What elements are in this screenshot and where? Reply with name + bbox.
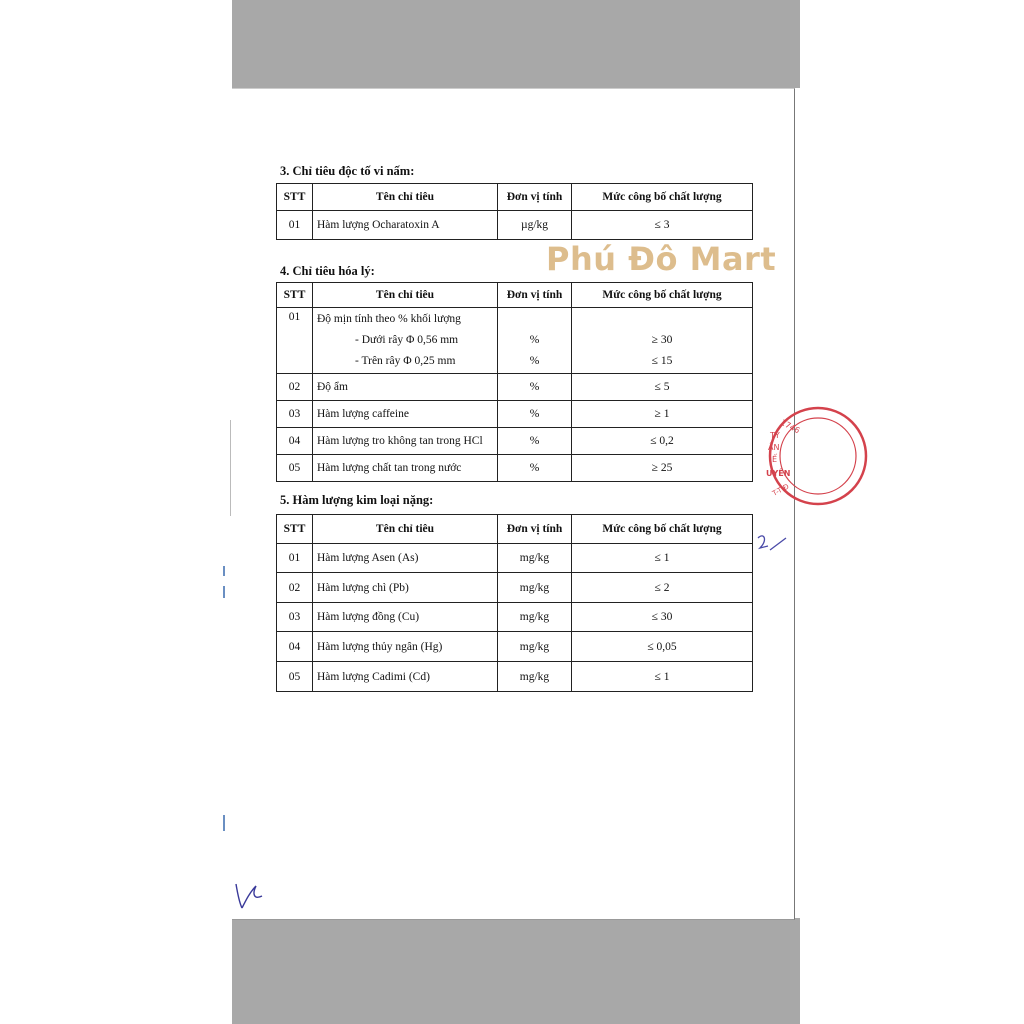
left-edge-mark [223,815,225,831]
row-unit: % [498,374,572,401]
col-header-stt: STT [277,283,313,308]
sub-row-name: - Trên rây Φ 0,25 mm [355,355,456,367]
col-header-unit: Đơn vị tính [498,184,572,211]
handwritten-signature-mark [232,878,272,912]
top-grey-margin [232,0,800,88]
row-unit: mg/kg [498,632,572,662]
row-stt: 05 [277,662,313,692]
row-name: Hàm lượng đồng (Cu) [313,603,498,632]
row-stt: 01 [277,308,313,374]
mycotoxin-table [276,183,753,240]
col-header-unit: Đơn vị tính [498,283,572,308]
svg-text:T-T Đ: T-T Đ [771,482,791,498]
heavy-metals-table [276,514,753,692]
row-stt: 03 [277,603,313,632]
row-unit: % [498,401,572,428]
row-value: ≤ 0,05 [572,632,753,662]
row-unit: % [498,428,572,455]
row-stt: 02 [277,573,313,603]
row-unit: µg/kg [498,211,572,240]
row-unit: mg/kg [498,544,572,573]
row-name: Hàm lượng caffeine [313,401,498,428]
table-row [277,374,753,401]
row-name: Hàm lượng chì (Pb) [313,573,498,603]
row-name: Hàm lượng thủy ngân (Hg) [313,632,498,662]
row-value: ≤ 30 [572,603,753,632]
row-value-group [572,308,753,374]
row-name-group [313,308,498,374]
row-unit: mg/kg [498,603,572,632]
row-name: Hàm lượng Ocharatoxin A [313,211,498,240]
row-name: Độ mịn tính theo % khối lượng [317,313,461,325]
table-row [277,455,753,482]
table-row [277,401,753,428]
svg-text:TY: TY [770,431,780,440]
table-row [277,632,753,662]
sub-row-value: ≥ 30 [651,334,673,346]
handwritten-initial-mark [752,530,792,558]
company-seal-stamp [756,404,836,508]
row-value: ≥ 25 [572,455,753,482]
row-stt: 04 [277,428,313,455]
table-row [277,603,753,632]
row-stt: 01 [277,544,313,573]
row-value: ≤ 0,2 [572,428,753,455]
row-unit: mg/kg [498,662,572,692]
row-stt: 02 [277,374,313,401]
table-row [277,308,753,374]
table-row [277,428,753,455]
table-row [277,544,753,573]
row-name: Hàm lượng Asen (As) [313,544,498,573]
section-3-heading: 3. Chỉ tiêu độc tố vi nấm: [280,164,415,178]
row-value: ≤ 2 [572,573,753,603]
row-name: Hàm lượng chất tan trong nước [313,455,498,482]
row-unit: % [498,455,572,482]
row-stt: 04 [277,632,313,662]
col-header-stt: STT [277,184,313,211]
left-edge-fragment [226,420,231,516]
physicochemical-table [276,282,753,482]
row-stt: 01 [277,211,313,240]
table-row [277,662,753,692]
svg-text:Ế: Ế [772,455,778,464]
left-edge-mark [223,586,225,598]
watermark-logo: Phú Đô Mart [546,240,777,278]
section-4-heading: 4. Chỉ tiêu hóa lý: [280,264,375,278]
sub-row-name: - Dưới rây Φ 0,56 mm [355,334,459,346]
document-page [232,88,795,920]
row-name: Độ ẩm [313,374,498,401]
sub-row-value: ≤ 15 [651,355,673,367]
row-value: ≥ 1 [572,401,753,428]
col-header-value: Mức công bố chất lượng [572,515,753,544]
table-row [277,573,753,603]
row-value: ≤ 3 [572,211,753,240]
section-5-heading: 5. Hàm lượng kim loại nặng: [280,493,434,507]
row-value: ≤ 1 [572,544,753,573]
sub-row-unit: % [529,334,540,346]
row-stt: 03 [277,401,313,428]
col-header-name: Tên chỉ tiêu [313,184,498,211]
col-header-name: Tên chỉ tiêu [313,283,498,308]
row-name: Hàm lượng tro không tan trong HCl [313,428,498,455]
row-value: ≤ 1 [572,662,753,692]
row-stt: 05 [277,455,313,482]
svg-text:ẦN: ẦN [768,443,780,452]
table-row [277,211,753,240]
sub-row-unit: % [529,355,540,367]
col-header-value: Mức công bố chất lượng [572,184,753,211]
col-header-name: Tên chỉ tiêu [313,515,498,544]
left-edge-mark [223,566,225,576]
row-value: ≤ 5 [572,374,753,401]
col-header-stt: STT [277,515,313,544]
row-name: Hàm lượng Cadimi (Cd) [313,662,498,692]
bottom-grey-margin [232,918,800,1024]
col-header-value: Mức công bố chất lượng [572,283,753,308]
row-unit: mg/kg [498,573,572,603]
svg-text:1746: 1746 [779,417,802,436]
svg-text:UYÊN: UYÊN [766,469,791,478]
col-header-unit: Đơn vị tính [498,515,572,544]
row-unit-group [498,308,572,374]
